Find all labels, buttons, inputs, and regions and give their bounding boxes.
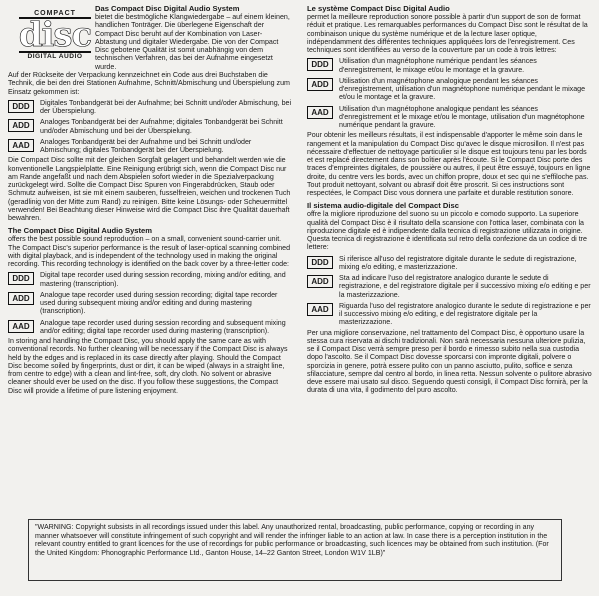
german-code-aad [8, 138, 293, 155]
german-care-text: Die Compact Disc sollte mit der gleichen Sorgfalt gelagert und behandelt werden wie die konventionelle Langspielplatte. Eine Reinigung erübrigt sich, wenn die Compact Disc nur am Rande angefaßt und nach dem Abspielen sofort wieder in die Spezialverpackung zurückgelegt wird. Sollte die Compact Disc Spuren von Fingerabdrücken, Staub oder Schmutz aufweisen, ist sie mit einem sauberen, fusselfreien, weichen und trockenen Tuch (geradlinig von der Mitte zum Rand) zu reinigen. Bitte keine Lösungs- oder Scheuermittel verwenden! Bei Beachtung dieser Hinweise wird die Compact Disc ihre Qualität dauerhaft bewahren. [8, 156, 291, 222]
logo-top-text: COMPACT [34, 10, 76, 17]
english-code-ddd [8, 271, 293, 288]
italian-code-add [307, 274, 592, 299]
italian-code-ddd [307, 255, 592, 272]
english-code-add [8, 291, 293, 316]
french-code-ddd [307, 57, 592, 74]
code-description: Analogue tape recorder used during session recording; digital tape recorder used during subsequent mixing and/or editing and during mastering (transcription). [40, 290, 278, 316]
english-intro: offers the best possible sound reproduction – on a small, convenient sound-carrier unit. The Compact Disc's superior performance is the result of laser-optical scanning combined with digital playback, and is independent of the technology used in making the original recording. This recording technology is identified on the back cover by a three-letter code: [8, 235, 291, 268]
code-description: Digitales Tonbandgerät bei der Aufnahme; bei Schnitt und/oder Abmischung, bei der Überspielung. [40, 98, 292, 115]
code-description: Utilisation d'un magnétophone numérique pendant les séances d'enregistrement, le mixage et/ou le montage et la gravure. [339, 57, 537, 74]
copyright-warning-box [28, 519, 562, 581]
code-description: Sta ad indicare l'uso del registratore analogico durante le sedute di registrazione, e del registratore digitale per il successivo mixing e/o editing e per la masterizzazione. [339, 274, 591, 299]
code-badge: DDD [8, 100, 34, 113]
french-code-aad [307, 105, 592, 130]
french-intro: permet la meilleure reproduction sonore possible à partir d'un support de son de format réduit et pratique. Les remarquables performances du Compact Disc sont le résultat de la combinaison unique du système numérique et de la lecture laser optique, indépendamment des différentes techniques appliquées lors de l'enregistrement. Ces techniques sont identifiées au verso de la couverture par un code à trois lettres: [307, 13, 588, 54]
code-description: Utilisation d'un magnétophone analogique pendant les séances d'enregistrement, utilisation d'un magnétophone numérique pendant le mixage et/ou le montage et la gravure. [339, 76, 586, 102]
code-badge: DDD [307, 58, 333, 71]
italian-intro: offre la migliore riproduzione del suono su un piccolo e comodo supporto. La superiore qualità del Compact Disc è il risultato della scansione con l'ottica laser, combinata con la riproduzione digitale ed è indipendente dalla tecnica di registrazione utilizzata in origine. Questa tecnica di registrazione è identificata sul retro della confezione da un codice di tre lettere: [307, 210, 587, 252]
english-code-aad [8, 319, 293, 336]
code-description: Digital tape recorder used during session recording, mixing and/or editing, and mastering (transcription). [40, 271, 286, 288]
italian-code-aad [307, 302, 592, 327]
code-description: Analoges Tonbandgerät bei der Aufnahme; digitales Tonbandgerät bei Schnitt und/oder Abmischung und bei der Überspielung. [40, 118, 283, 135]
code-badge: ADD [307, 78, 333, 91]
code-description: Riguarda l'uso del registratore analogico durante le sedute di registrazione e per il successivo mixing e/o editing, e del registratore digitale per la masterizzazione. [339, 301, 591, 327]
code-badge: ADD [8, 292, 34, 305]
german-title: Das Compact Disc Digital Audio System [95, 4, 240, 13]
code-badge: AAD [307, 303, 333, 316]
code-description: Analogue tape recorder used during session recording and subsequent mixing and/or editing; digital tape recorder used during mastering (transcription). [40, 318, 286, 335]
french-code-add [307, 77, 592, 102]
german-code-ddd [8, 99, 293, 116]
german-code-add [8, 118, 293, 135]
italian-title: Il sistema audio-digitale del Compact Disc [307, 201, 459, 211]
code-description: Analoges Tonbandgerät bei der Aufnahme und bei Schnitt und/oder Abmischung; digitales Tonbandgerät bei der Überspielung. [40, 137, 252, 154]
compact-disc-logo [16, 10, 94, 64]
english-title: The Compact Disc Digital Audio System [8, 226, 153, 236]
german-intro: Auf der Rückseite der Verpackung kennzeichnet ein Code aus drei Buchstaben die Technik, die bei den drei Stationen Aufnahme, Schnitt/Abmischung und Überspielung zum Einsatz gekommen ist: [8, 71, 290, 96]
left-column [8, 4, 293, 395]
copyright-warning-text: "WARNING: Copyright subsists in all recordings issued under this label. Any unauthorized rental, broadcasting, public performance, copying or recording in any manner whatsoever will constitute infringement of such copyright and will render the infringer liable to an action at law. In case there is a perception institution in the relevant country entitled to grant licences for the use of recordings for public performance or broadcasting, such licences may be obtained from such institution. (For the United Kingdom: Phonographic Performance Ltd., Ganton House, 14–22 Ganton Street, London W1V 1LB)" [35, 523, 549, 557]
code-badge: ADD [307, 275, 333, 288]
code-badge: AAD [307, 106, 333, 119]
english-care-text: In storing and handling the Compact Disc, you should apply the same care as with conventional records. No further cleaning will be necessary if the Compact Disc is always held by the edges and is replaced in its case directly after playing. Should the Compact Disc become soiled by fingerprints, dust or dirt, it can be wiped (always in a straight line, from centre to edge) with a clean and lint-free, soft, dry cloth. No solvent or abrasive cleaner should ever be used on the disc. If you follow these suggestions, the Compact Disc will provide a lifetime of pure listening enjoyment. [8, 337, 288, 395]
italian-care-text: Per una migliore conservazione, nel trattamento del Compact Disc, è opportuno usare la stessa cura riservata ai dischi tradizionali. Non sarà necessaria nessuna ulteriore pulizia, se il Compact Disc verrà sempre preso per il bordo e rimesso subito nella sua custodia dopo l'ascolto. Se il Compact Disc dovesse sporcarsi con impronte digitali, polvere o sporcizia in genere, potrà essere pulito con un panno asciutto, pulito, soffice e senza sfilacciature, sempre dal centro al bordo, in linea retta. Nessun solvente o pulitore abrasivo deve essere mai usato sul disco. Seguendo questi consigli, il Compact Disc fornirà, per la durata di una vita, il godimento del puro ascolto. [307, 328, 592, 395]
code-badge: DDD [307, 256, 333, 269]
code-badge: AAD [8, 320, 34, 333]
code-description: Si riferisce all'uso del registratore digitale durante le sedute di registrazione, mixing e/o editing, e masterizzazione. [339, 254, 577, 271]
code-badge: DDD [8, 272, 34, 285]
logo-disc-text: disc [18, 15, 92, 55]
logo-bottom-text: DIGITAL AUDIO [27, 53, 83, 60]
code-description: Utilisation d'un magnétophone analogique pendant les séances d'enregistrement et le mixage et/ou le montage, utilisation d'un magnétophone numérique pendant la gravure. [339, 104, 585, 129]
code-badge: AAD [8, 139, 34, 152]
right-column [307, 4, 592, 395]
code-badge: ADD [8, 119, 34, 132]
german-intro-indented: bietet die bestmögliche Klangwiedergabe – auf einem kleinen, handlichen Tonträger. Die überlegene Eigenschaft der Compact Disc beruht auf der Kombination von Laser-Abtastung und digitaler Wiedergabe. Die von der Compact Disc gebotene Qualität ist somit unabhängig von dem technischen Verfahren, das bei der Aufnahme eingesetzt wurde. [95, 13, 290, 71]
french-care-text: Pour obtenir les meilleurs résultats, il est indispensable d'apporter le même soin dans le rangement et la manipulation du Compact Disc qu'avec le disque microsillon. Il n'est pas nécessaire d'effectuer de nettoyage particulier si le disque est toujours tenu par les bords et est replacé directement dans son boîtier après l'écoute. Si le Compact Disc porte des traces d'empreintes digitales, de poussière ou autres, il peut être essuyé, toujours en ligne droite, du centre vers les bords, avec un chiffon propre, doux et sec qui ne s'effiloche pas. Tout produit nettoyant, solvant ou abrasif doit être proscrit. Si ces instructions sont respectées, le Compact Disc vous donnera une parfaite et durable restitution sonore. [307, 131, 591, 197]
french-title: Le système Compact Disc Digital Audio [307, 4, 450, 13]
